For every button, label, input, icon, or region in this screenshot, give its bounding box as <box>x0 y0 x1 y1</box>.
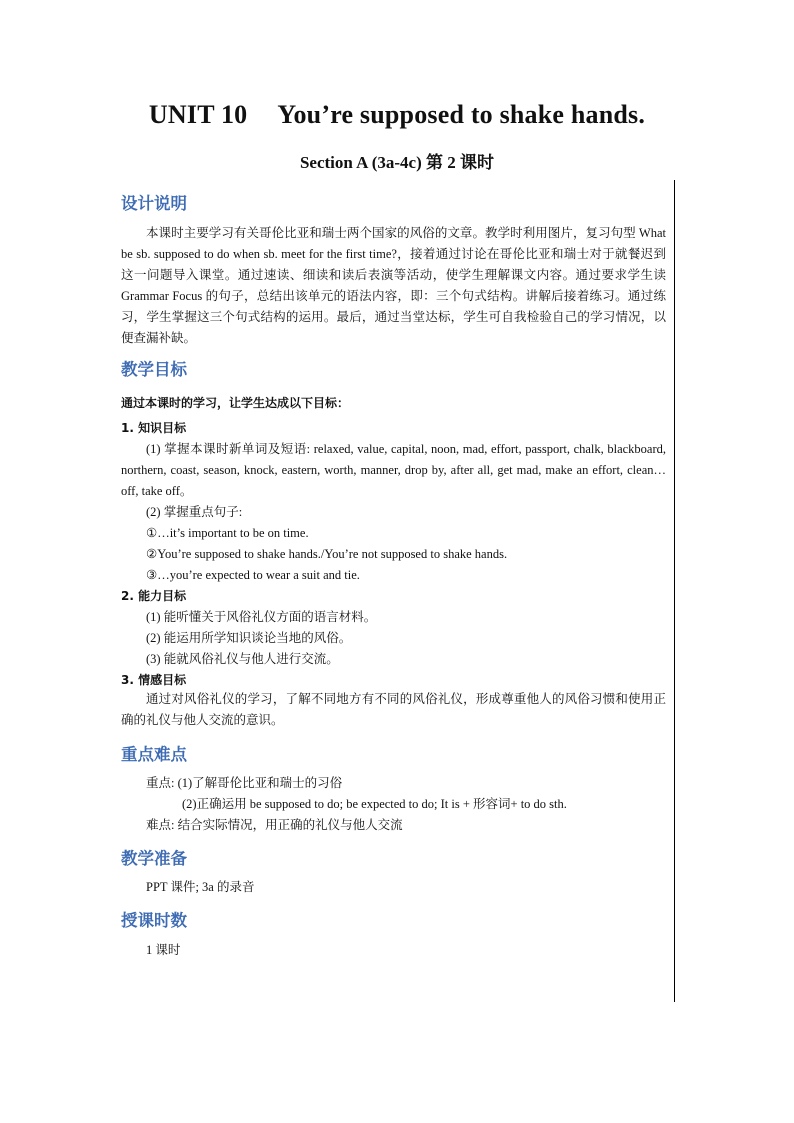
ability-goal-1: (1) 能听懂关于风俗礼仪方面的语言材料。 <box>146 610 377 624</box>
heading-goals: 教学目标 <box>121 360 187 379</box>
unit-number: UNIT 10 <box>148 100 248 129</box>
prep-text: PPT 课件; 3a 的录音 <box>146 880 255 894</box>
focus-point-2: (2)正确运用 be supposed to do; be expected to do; It is + 形容词+ to do sth. <box>182 797 567 811</box>
knowledge-goal-title: 1. 知识目标 <box>121 421 187 435</box>
margin-rule <box>674 180 675 1002</box>
emotion-goal-text: 通过对风俗礼仪的学习，了解不同地方有不同的风俗礼仪，形成尊重他人的风俗习惯和使用正确的礼仪与他人交流的意识。 <box>121 692 666 727</box>
focus-point-1: 重点: (1)了解哥伦比亚和瑞士的习俗 <box>146 776 343 790</box>
goals-intro: 通过本课时的学习，让学生达成以下目标： <box>121 396 350 410</box>
heading-design: 设计说明 <box>121 194 187 213</box>
emotion-goal-title: 3. 情感目标 <box>121 673 187 687</box>
heading-prep: 教学准备 <box>121 849 187 868</box>
unit-title <box>0 100 794 130</box>
ability-goal-3: (3) 能就风俗礼仪与他人进行交流。 <box>146 652 339 666</box>
key-sentence-2: ②You’re supposed to shake hands./You’re not supposed to shake hands. <box>146 547 508 561</box>
heading-hours: 授课时数 <box>121 911 187 930</box>
design-paragraph: 本课时主要学习有关哥伦比亚和瑞士两个国家的风俗的文章。教学时利用图片，复习句型 What be sb. supposed to do when sb. meet for the first time?，接着通过讨论在哥伦比亚和瑞士对于就餐迟到这一问题导入课堂。通过速读、细读和读后表演等活动，使学生理解课文内容。通过要求学生读 Grammar Focus 的句子，总结出该单元的语法内容，即：三个句式结构。讲解后接着练习。通过练习，学生掌握这三个句式结构的运用。最后，通过当堂达标，学生可自我检验自己的学习情况，以便查漏补缺。 <box>121 226 666 345</box>
key-sentence-3: ③…you’re expected to wear a suit and tie. <box>146 568 360 582</box>
difficulty-point: 难点: 结合实际情况，用正确的礼仪与他人交流 <box>146 818 403 832</box>
hours-text: 1 课时 <box>146 943 181 957</box>
knowledge-vocab: (1) 掌握本课时新单词及短语: relaxed, value, capital, noon, mad, effort, passport, chalk, blackboard, northern, coast, season, knock, eastern, worth, manner, drop by, after all, get mad, make an effort, clean…off, take off。 <box>121 442 666 498</box>
unit-title-text: You’re supposed to shake hands. <box>277 100 646 129</box>
section-subtitle: Section A (3a-4c) 第 2 课时 <box>299 153 495 172</box>
ability-goal-title: 2. 能力目标 <box>121 589 187 603</box>
key-sentence-1: ①…it’s important to be on time. <box>146 526 309 540</box>
heading-keypoints: 重点难点 <box>121 745 187 764</box>
ability-goal-2: (2) 能运用所学知识谈论当地的风俗。 <box>146 631 352 645</box>
key-sentences-title: (2) 掌握重点句子: <box>146 505 243 519</box>
